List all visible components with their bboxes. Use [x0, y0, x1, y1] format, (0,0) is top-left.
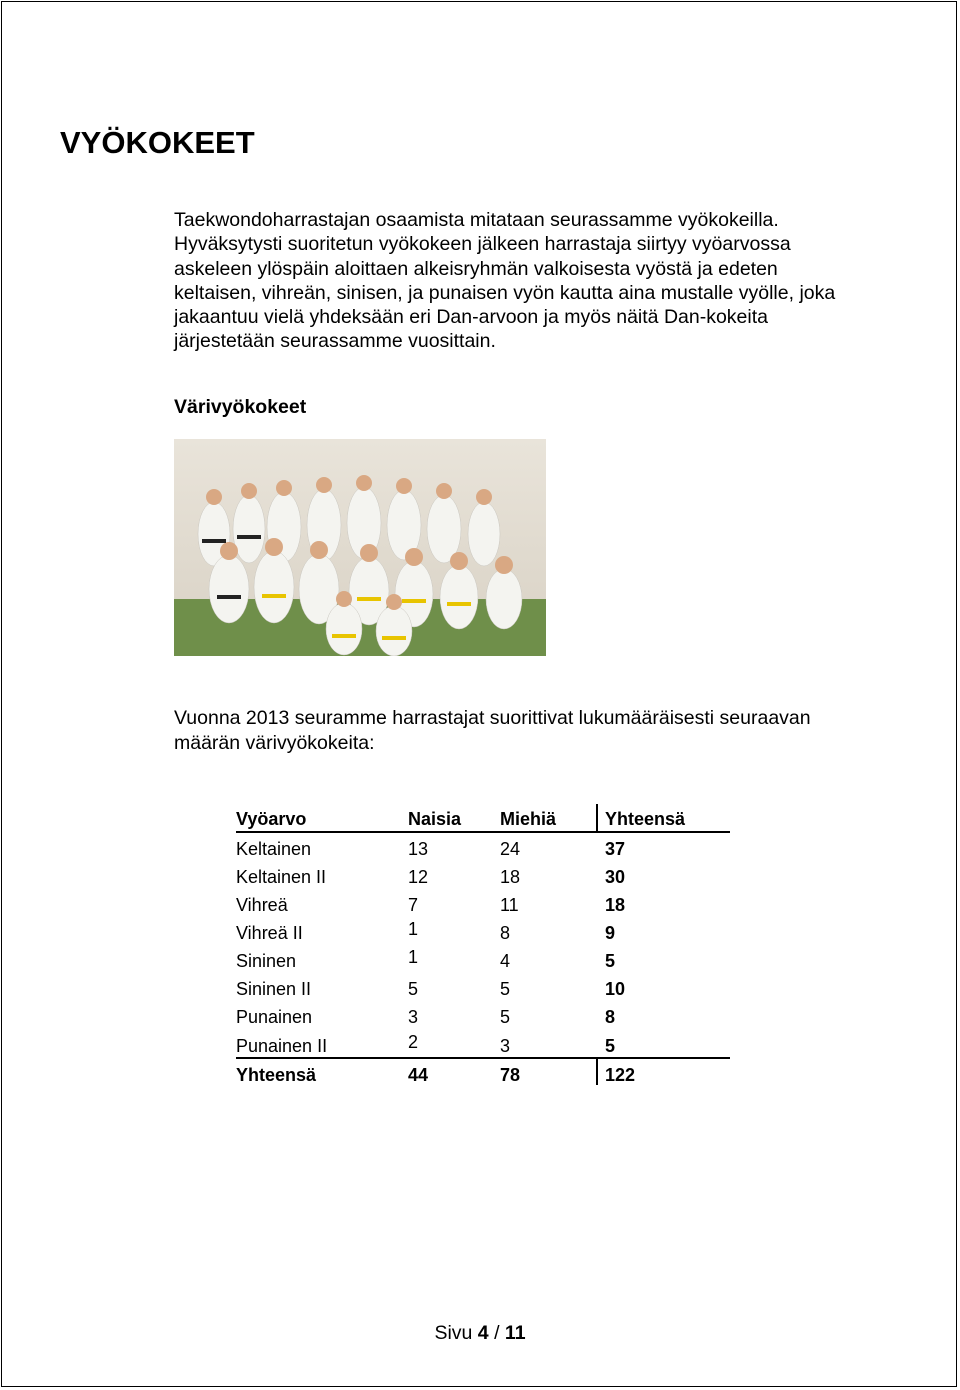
table-cell-total: 5 [605, 1036, 616, 1056]
summary-line: Vuonna 2013 seuramme harrastajat suorittivat lukumääräisesti seuraavan [174, 707, 811, 729]
table-cell-total: 8 [605, 1007, 616, 1027]
header-divider [596, 804, 598, 831]
table-cell-women: 1 [408, 947, 419, 967]
header-men: Miehiä [500, 809, 557, 829]
intro-paragraph [174, 208, 904, 354]
intro-line: Hyväksytysti suoritetun vyökokeen jälkeen harrastaja siirtyy vyöarvossa [174, 233, 791, 256]
page-title: VYÖKOKEET [60, 125, 255, 160]
page-label: Sivu [434, 1322, 473, 1344]
current-page-number: 4 [477, 1322, 489, 1344]
total-overall: 122 [605, 1065, 636, 1085]
table-cell-women: 1 [408, 919, 419, 939]
intro-line: keltaisen, vihreän, sinisen, ja punaisen vyön kautta aina mustalle vyölle, joka [174, 281, 836, 304]
table-row-label: Keltainen [236, 839, 312, 859]
table-row-label: Keltainen II [236, 867, 327, 887]
table-row-label: Punainen [236, 1007, 313, 1027]
table-row-label: Vihreä [236, 895, 288, 915]
total-row-label: Yhteensä [236, 1065, 317, 1085]
table-cell-men: 5 [500, 979, 511, 999]
table-cell-men: 8 [500, 923, 511, 943]
results-table [236, 804, 736, 1089]
summary-line: määrän värivyökokeita: [174, 731, 375, 754]
table-cell-men: 4 [500, 951, 511, 971]
page-separator: / [494, 1322, 500, 1344]
table-row-label: Sininen [236, 951, 297, 971]
table-cell-women: 3 [408, 1007, 419, 1027]
table-cell-men: 18 [500, 867, 521, 887]
table-cell-women: 13 [408, 839, 429, 859]
table-row-label: Sininen II [236, 979, 312, 999]
table-cell-total: 37 [605, 839, 626, 859]
header-total: Yhteensä [605, 809, 686, 829]
total-pages-number: 11 [504, 1322, 526, 1344]
intro-line: askeleen ylöspäin aloittaen alkeisryhmän valkoisesta vyöstä ja edeten [174, 257, 778, 280]
table-cell-men: 5 [500, 1007, 511, 1027]
page-footer [0, 1322, 960, 1345]
total-women: 44 [408, 1065, 429, 1085]
total-rule [236, 1057, 730, 1059]
table-cell-women: 12 [408, 867, 429, 887]
section-heading: Värivyökokeet [174, 396, 307, 418]
table-cell-men: 11 [500, 895, 519, 915]
table-cell-women: 7 [408, 895, 419, 915]
table-row-label: Punainen II [236, 1036, 328, 1056]
table-cell-total: 30 [605, 867, 626, 887]
table-cell-total: 9 [605, 923, 616, 943]
header-women: Naisia [408, 809, 462, 829]
group-photo [174, 439, 546, 656]
table-cell-women: 2 [408, 1032, 419, 1052]
header-belt-rank: Vyöarvo [236, 809, 307, 829]
intro-line: jakaantuu vielä yhdeksään eri Dan-arvoon ja myös näitä Dan-kokeita [174, 306, 768, 329]
total-divider [596, 1057, 598, 1085]
header-rule [236, 831, 730, 833]
summary-paragraph [174, 706, 904, 755]
table-cell-total: 18 [605, 895, 626, 915]
intro-line: Taekwondoharrastajan osaamista mitataan seurassamme vyökokeilla. [174, 209, 779, 231]
table-cell-men: 3 [500, 1036, 511, 1056]
table-cell-total: 5 [605, 951, 616, 971]
total-men: 78 [500, 1065, 521, 1085]
table-cell-men: 24 [500, 839, 521, 859]
table-cell-women: 5 [408, 979, 419, 999]
table-row-label: Vihreä II [236, 923, 303, 943]
intro-line: järjestetään seurassamme vuosittain. [174, 330, 496, 353]
table-cell-total: 10 [605, 979, 626, 999]
